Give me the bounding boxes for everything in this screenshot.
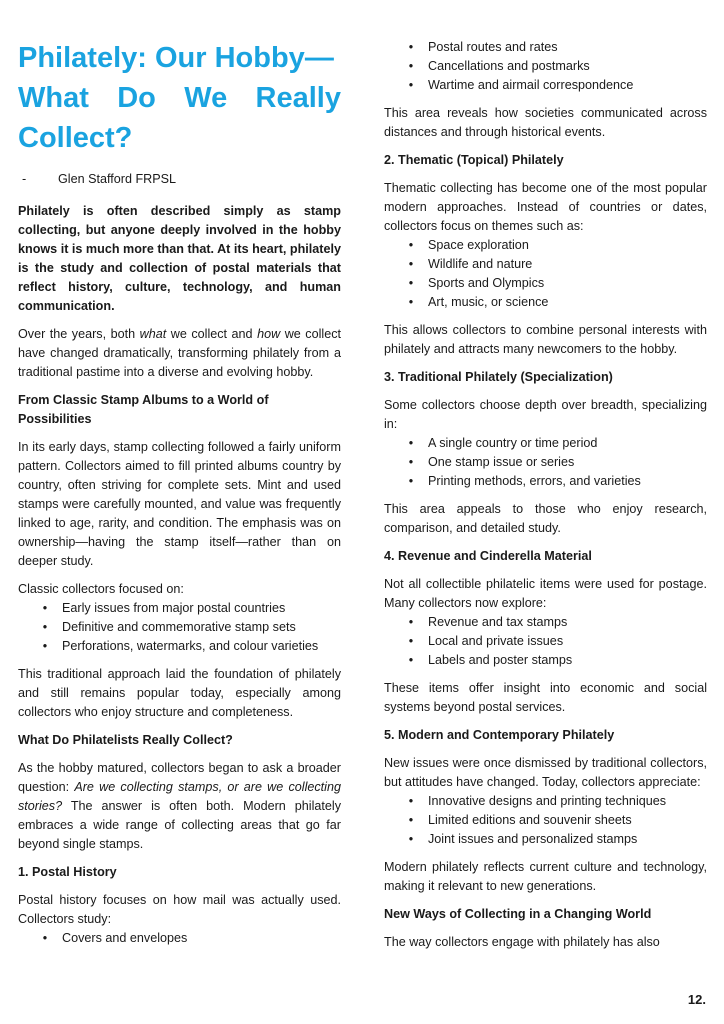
- list-item: [384, 57, 707, 76]
- bullet-icon: •: [408, 295, 414, 309]
- paragraph: Not all collectible philatelic items were used for postage. Many collectors now explore:: [384, 577, 707, 610]
- bullet-list-traditional: [384, 434, 707, 491]
- bullet-list-revenue: [384, 613, 707, 670]
- list-item: [384, 76, 707, 95]
- list-item-text: Postal routes and rates: [428, 40, 558, 54]
- section-heading-classic: From Classic Stamp Albums to a World of Possibilities: [18, 393, 269, 426]
- list-item-text: Sports and Olympics: [428, 276, 545, 290]
- title-line: Philately: Our Hobby—: [18, 42, 334, 74]
- section-heading-new-ways: New Ways of Collecting in a Changing World: [384, 907, 652, 921]
- paragraph: [18, 759, 341, 854]
- list-item-text: Early issues from major postal countries: [62, 601, 286, 615]
- list-item-text: Perforations, watermarks, and colour varieties: [62, 639, 319, 653]
- list-item: [384, 434, 707, 453]
- list-item-text: Innovative designs and printing techniques: [428, 794, 667, 808]
- paragraph: This allows collectors to combine personal interests with philately and attracts many newcomers to the hobby.: [384, 323, 707, 356]
- left-column: [18, 38, 341, 957]
- bullet-icon: •: [408, 794, 414, 808]
- bullet-icon: •: [408, 59, 414, 73]
- list-item: [384, 236, 707, 255]
- bullet-list-postal-history-part1: [18, 929, 341, 948]
- bullet-icon: •: [408, 276, 414, 290]
- author-name: Glen Stafford FRPSL: [58, 172, 177, 186]
- list-item: [384, 453, 707, 472]
- list-item: [18, 599, 341, 618]
- list-item-text: Revenue and tax stamps: [428, 615, 568, 629]
- paragraph: This area appeals to those who enjoy research, comparison, and detailed study.: [384, 502, 707, 535]
- list-item: [18, 637, 341, 656]
- bullet-icon: •: [408, 634, 414, 648]
- paragraph: Thematic collecting has become one of the most popular modern approaches. Instead of countries or dates, collectors focus on themes such as:: [384, 181, 707, 233]
- paragraph: New issues were once dismissed by traditional collectors, but attitudes have changed. Today, collectors appreciate:: [384, 756, 707, 789]
- bullet-list-postal-history-part2: [384, 38, 707, 95]
- bullet-icon: •: [408, 455, 414, 469]
- list-item: [384, 811, 707, 830]
- bullet-icon: •: [42, 639, 48, 653]
- bullet-icon: •: [408, 474, 414, 488]
- list-item-text: Wartime and airmail correspondence: [428, 78, 634, 92]
- list-item: [384, 632, 707, 651]
- paragraph: This traditional approach laid the foundation of philately and still remains popular today, especially among collectors who enjoy structure and completeness.: [18, 667, 341, 719]
- bullet-list-modern: [384, 792, 707, 849]
- bullet-list-thematic: [384, 236, 707, 312]
- bullet-icon: •: [408, 436, 414, 450]
- list-item-text: Local and private issues: [428, 634, 564, 648]
- lead-paragraph: Philately is often described simply as stamp collecting, but anyone deeply involved in the hobby knows it is much more than that. At its heart, philately is the study and collection of postal materials that reflect history, culture, technology, and human communication.: [18, 204, 341, 313]
- paragraph: In its early days, stamp collecting followed a fairly uniform pattern. Collectors aimed to fill printed albums country by country, often striving for complete sets. Mint and used stamps were carefully mounted, and value was frequently linked to age, rarity, and condition. The emphasis was on ownership—having the stamp itself—rather than on deeper study.: [18, 440, 341, 568]
- paragraph: The way collectors engage with philately has also: [384, 935, 660, 949]
- list-item: [18, 929, 341, 948]
- list-item-text: Wildlife and nature: [428, 257, 533, 271]
- bullet-icon: •: [408, 832, 414, 846]
- intro-paragraph: [18, 325, 341, 382]
- bullet-icon: •: [408, 238, 414, 252]
- paragraph: Some collectors choose depth over breadth, specializing in:: [384, 398, 707, 431]
- text-run: As the hobby matured, collectors began to ask a broader question:: [18, 761, 341, 794]
- list-item: [384, 651, 707, 670]
- bullet-icon: •: [408, 653, 414, 667]
- paragraph: These items offer insight into economic and social systems beyond postal services.: [384, 681, 707, 714]
- list-item: [384, 830, 707, 849]
- paragraph: Postal history focuses on how mail was actually used. Collectors study:: [18, 893, 341, 926]
- emphasis-text: what: [139, 327, 167, 341]
- list-item-text: Joint issues and personalized stamps: [428, 832, 638, 846]
- section-heading-what: What Do Philatelists Really Collect?: [18, 733, 233, 747]
- list-item: [384, 293, 707, 312]
- text-run: we collect have changed dramatically, transforming philately from a traditional pastime into a diverse and evolving hobby.: [18, 327, 341, 379]
- list-item-text: A single country or time period: [428, 436, 598, 450]
- article-title: [18, 38, 341, 158]
- bullet-icon: •: [42, 620, 48, 634]
- bullet-icon: •: [408, 813, 414, 827]
- section-heading-traditional: 3. Traditional Philately (Specialization): [384, 370, 613, 384]
- list-item-text: Definitive and commemorative stamp sets: [62, 620, 296, 634]
- bullet-list-classic: [18, 599, 341, 656]
- section-heading-thematic: 2. Thematic (Topical) Philately: [384, 153, 564, 167]
- bullet-icon: •: [408, 257, 414, 271]
- list-item-text: Printing methods, errors, and varieties: [428, 474, 641, 488]
- bullet-icon: •: [42, 931, 48, 945]
- list-item: [384, 472, 707, 491]
- list-item: [384, 38, 707, 57]
- list-item: [18, 618, 341, 637]
- list-item-text: Art, music, or science: [428, 295, 549, 309]
- author-byline: [18, 170, 341, 189]
- bullet-icon: •: [408, 40, 414, 54]
- list-item-text: Cancellations and postmarks: [428, 59, 590, 73]
- right-column: [384, 38, 707, 961]
- byline-dash: -: [22, 172, 27, 186]
- list-intro: Classic collectors focused on:: [18, 582, 184, 596]
- title-line: What Do We Really: [18, 82, 341, 114]
- list-item: [384, 792, 707, 811]
- list-item: [384, 255, 707, 274]
- list-item-text: One stamp issue or series: [428, 455, 575, 469]
- list-item-text: Covers and envelopes: [62, 931, 188, 945]
- emphasis-text: Are we collecting stamps, or are we collecting stories?: [18, 780, 341, 813]
- list-item-text: Labels and poster stamps: [428, 653, 573, 667]
- bullet-icon: •: [408, 78, 414, 92]
- emphasis-text: how: [257, 327, 281, 341]
- list-item: [384, 613, 707, 632]
- paragraph: Modern philately reflects current culture and technology, making it relevant to new generations.: [384, 860, 707, 893]
- section-heading-revenue: 4. Revenue and Cinderella Material: [384, 549, 592, 563]
- list-item-text: Space exploration: [428, 238, 529, 252]
- list-item: [384, 274, 707, 293]
- text-run: we collect and: [166, 327, 258, 341]
- bullet-icon: •: [408, 615, 414, 629]
- text-run: The answer is often both. Modern philately embraces a wide range of collecting areas that go far beyond single stamps.: [18, 799, 341, 851]
- paragraph: This area reveals how societies communicated across distances and through historical events.: [384, 106, 707, 139]
- section-heading-postal-history: 1. Postal History: [18, 865, 117, 879]
- list-item-text: Limited editions and souvenir sheets: [428, 813, 632, 827]
- section-heading-modern: 5. Modern and Contemporary Philately: [384, 728, 615, 742]
- title-line: Collect?: [18, 122, 133, 154]
- bullet-icon: •: [42, 601, 48, 615]
- text-run: Over the years, both: [18, 327, 140, 341]
- page-number: 12.: [687, 992, 706, 1007]
